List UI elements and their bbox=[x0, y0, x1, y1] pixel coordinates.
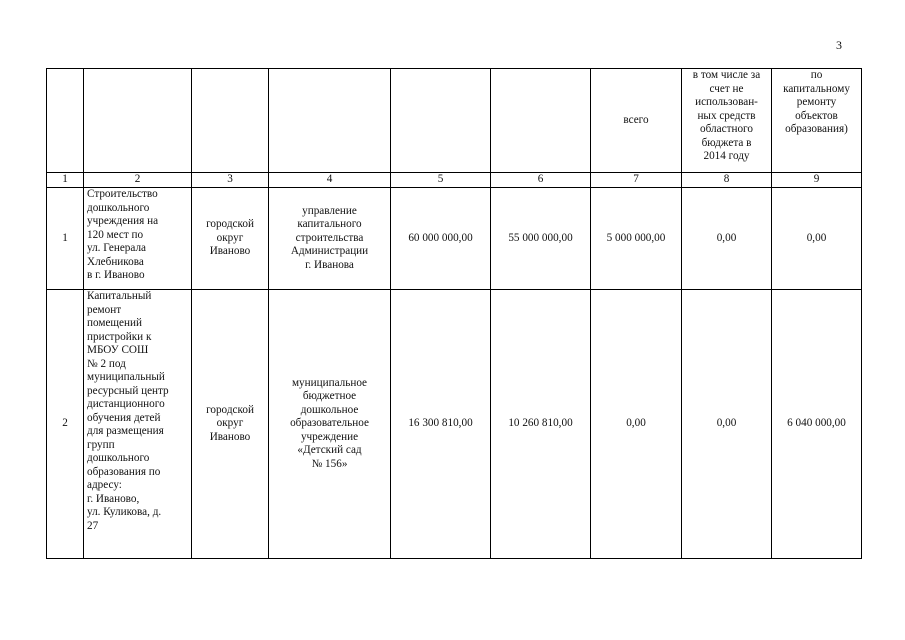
customer: управление капитального строительства Администрации г. Иванова bbox=[269, 188, 391, 290]
amount-col8: 0,00 bbox=[682, 290, 772, 559]
amount-col6: 55 000 000,00 bbox=[491, 188, 591, 290]
amount-col7: 0,00 bbox=[591, 290, 682, 559]
customer: муниципальное бюджетное дошкольное образовательное учреждение «Детский сад № 156» bbox=[269, 290, 391, 559]
header-cell bbox=[491, 69, 591, 173]
column-number: 6 bbox=[491, 173, 591, 188]
header-cell bbox=[47, 69, 84, 173]
header-cell-total: всего bbox=[591, 69, 682, 173]
header-cell bbox=[269, 69, 391, 173]
column-number: 7 bbox=[591, 173, 682, 188]
amount-col8: 0,00 bbox=[682, 188, 772, 290]
project-name: Капитальный ремонт помещений пристройки к МБОУ СОШ № 2 под муниципальный ресурсный центр дистанционного обучения детей для размещения групп дошкольного образования по адресу: г. Иваново, ул. Куликова, д. 27 bbox=[84, 290, 192, 559]
project-name: Строительство дошкольного учреждения на 120 мест по ул. Генерала Хлебникова в г. Иваново bbox=[84, 188, 192, 290]
column-number: 4 bbox=[269, 173, 391, 188]
column-number: 3 bbox=[192, 173, 269, 188]
column-number: 5 bbox=[391, 173, 491, 188]
row-number: 2 bbox=[47, 290, 84, 559]
table-row bbox=[47, 290, 862, 559]
amount-col9: 6 040 000,00 bbox=[772, 290, 862, 559]
row-number: 1 bbox=[47, 188, 84, 290]
municipality: городской округ Иваново bbox=[192, 290, 269, 559]
header-cell bbox=[192, 69, 269, 173]
page-number: 3 bbox=[836, 38, 842, 52]
header-cell-unused-funds: в том числе за счет не использован- ных средств областного бюджета в 2014 году bbox=[682, 69, 772, 173]
header-cell bbox=[84, 69, 192, 173]
column-number: 8 bbox=[682, 173, 772, 188]
amount-col6: 10 260 810,00 bbox=[491, 290, 591, 559]
column-number: 9 bbox=[772, 173, 862, 188]
column-number: 2 bbox=[84, 173, 192, 188]
column-number: 1 bbox=[47, 173, 84, 188]
amount-total: 60 000 000,00 bbox=[391, 188, 491, 290]
table-row bbox=[47, 188, 862, 290]
municipality: городской округ Иваново bbox=[192, 188, 269, 290]
funding-table bbox=[46, 68, 862, 559]
header-cell bbox=[391, 69, 491, 173]
amount-col7: 5 000 000,00 bbox=[591, 188, 682, 290]
column-number-row bbox=[47, 173, 862, 188]
header-cell-capital-repair: по капитальному ремонту объектов образования) bbox=[772, 69, 862, 173]
amount-col9: 0,00 bbox=[772, 188, 862, 290]
header-row bbox=[47, 69, 862, 173]
amount-total: 16 300 810,00 bbox=[391, 290, 491, 559]
